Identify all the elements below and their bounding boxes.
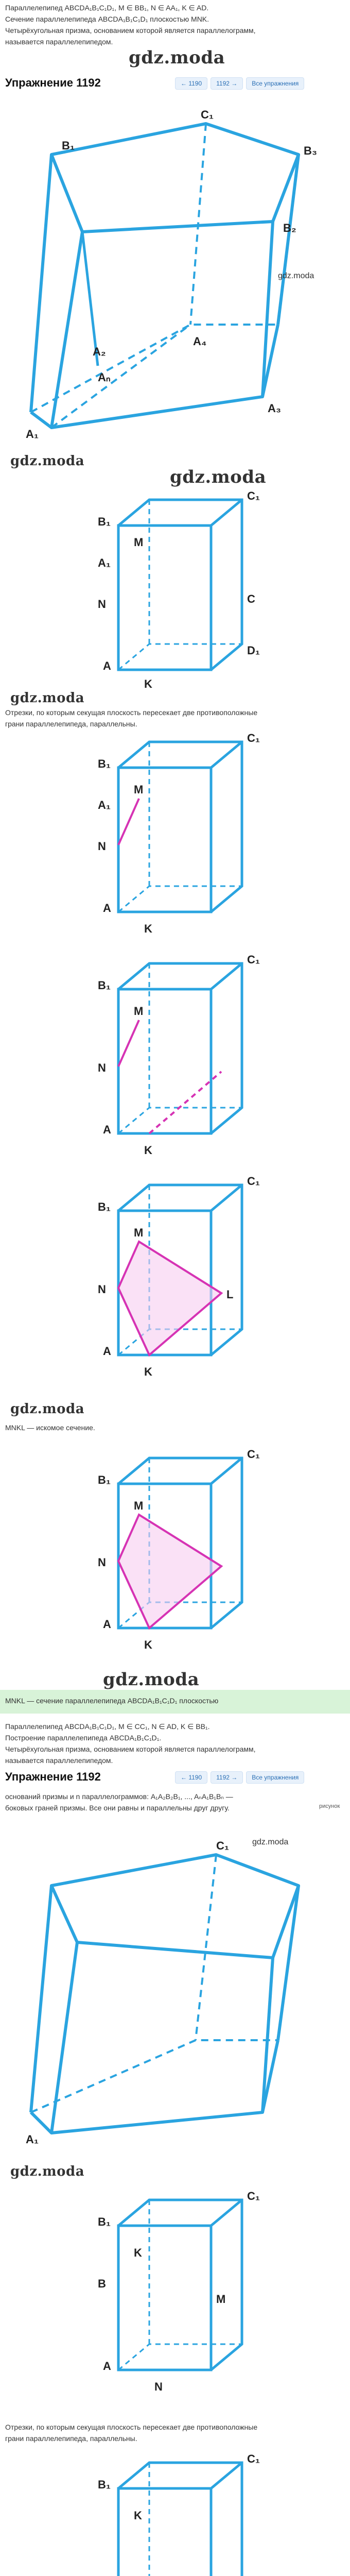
second-line: называется параллелепипедом. bbox=[5, 1756, 113, 1765]
cube5-label-n: N bbox=[98, 1556, 106, 1569]
cube2-label-c1: C₁ bbox=[247, 732, 260, 744]
fig2-brand: gdz.moda bbox=[252, 1838, 289, 1846]
cube4-label-n: N bbox=[98, 1283, 106, 1296]
cube6-label-b: B bbox=[98, 2277, 106, 2290]
cube1-label-c1: C₁ bbox=[247, 489, 260, 502]
all-exercises-button[interactable]: Все упражнения bbox=[246, 77, 304, 90]
fig2-label-a1: A₁ bbox=[26, 2133, 39, 2146]
cube6-label-k: K bbox=[134, 2246, 142, 2259]
watermark: gdz.moda bbox=[10, 453, 85, 469]
cube-figure-6 bbox=[93, 2184, 278, 2401]
cube-figure-3 bbox=[93, 948, 278, 1164]
cube4-label-k: K bbox=[144, 1365, 152, 1378]
cube5-label-b1: B₁ bbox=[98, 1473, 111, 1486]
cube-figure-4 bbox=[93, 1170, 278, 1396]
label-a1: A₁ bbox=[26, 428, 39, 440]
watermark: gdz.moda bbox=[103, 1669, 200, 1690]
all-exercises-button[interactable]: Все упражнения bbox=[246, 1771, 304, 1784]
cube6-label-b1: B₁ bbox=[98, 2215, 111, 2228]
cube2-label-a: A bbox=[103, 902, 111, 914]
watermark: gdz.moda bbox=[10, 2164, 85, 2179]
label-a2: A₂ bbox=[93, 345, 106, 358]
cube1-label-d1: D₁ bbox=[247, 644, 260, 657]
prev-exercise-button[interactable]: ← 1190 bbox=[175, 1771, 207, 1784]
cube1-label-a: A bbox=[103, 659, 111, 672]
cube5-label-c1: C₁ bbox=[247, 1448, 260, 1461]
cube1-label-m: M bbox=[134, 536, 144, 549]
prism-top-face bbox=[51, 124, 299, 232]
cube4-label-l: L bbox=[226, 1288, 234, 1301]
cube6-label-a: A bbox=[103, 2360, 111, 2372]
exercise-title: Упражнение 1192 bbox=[5, 76, 101, 89]
second-line: Построение параллелепипеда ABCDA₁B₁C₁D₁. bbox=[5, 1734, 162, 1742]
cube4-label-c1: C₁ bbox=[247, 1175, 260, 1188]
next-exercise-button[interactable]: 1192 → bbox=[211, 1771, 243, 1784]
prism-def-line: оснований призмы и n параллелограммов: A₁A₂B₂B₁, ..., AₙA₁B₁Bₙ — bbox=[5, 1792, 233, 1801]
second-intro bbox=[5, 1721, 335, 1766]
cube1-label-c: C bbox=[247, 592, 255, 605]
label-a4: A₄ bbox=[193, 335, 207, 348]
intro-text bbox=[5, 2, 335, 47]
cube1-label-n: N bbox=[98, 598, 106, 611]
next-exercise-button[interactable]: 1192 → bbox=[211, 77, 243, 90]
label-b3: B₃ bbox=[304, 144, 318, 157]
cube2-label-k: K bbox=[144, 922, 152, 935]
cut-rule-line: грани параллелепипеда, параллельны. bbox=[5, 720, 137, 728]
cube7-label-c1: C₁ bbox=[247, 2452, 260, 2465]
cube2-label-n: N bbox=[98, 840, 106, 853]
cube6-label-c1: C₁ bbox=[247, 2190, 260, 2202]
cube5-label-k: K bbox=[144, 1638, 152, 1651]
prism-def bbox=[5, 1791, 335, 1814]
cube4-label-m: M bbox=[134, 1226, 144, 1239]
section-mnkl bbox=[118, 1242, 221, 1355]
label-a3: A₃ bbox=[268, 402, 282, 415]
watermark: gdz.moda bbox=[129, 47, 225, 68]
cube5-label-a: A bbox=[103, 1618, 111, 1631]
prism-def-line: боковых граней призмы. Все они равны и параллельны друг другу. bbox=[5, 1804, 230, 1812]
answer-green-1 bbox=[5, 1695, 335, 1706]
cube2-label-m: M bbox=[134, 783, 144, 796]
cut-rule-line: Отрезки, по которым секущая плоскость пересекает две противоположные bbox=[5, 708, 258, 717]
answer-green-line: MNKL — сечение параллелепипеда ABCDA₁B₁C₁D₁ плоскостью bbox=[5, 1697, 219, 1705]
cube1-label-a1: A₁ bbox=[98, 556, 111, 569]
cube7-label-b1: B₁ bbox=[98, 2478, 111, 2491]
answer-text-1 bbox=[5, 1422, 335, 1433]
cube3-label-m: M bbox=[134, 1005, 144, 1018]
cut-rule-line: Отрезки, по которым секущая плоскость пересекает две противоположные bbox=[5, 2423, 258, 2431]
intro-line-4: называется параллелепипедом. bbox=[5, 38, 113, 46]
exercise-nav-2 bbox=[175, 1771, 304, 1784]
figure-note: рисунок bbox=[319, 1803, 340, 1809]
cube7-label-k: K bbox=[134, 2509, 142, 2522]
cube1-label-k: K bbox=[144, 677, 152, 690]
cube-figure-5 bbox=[93, 1443, 278, 1664]
intro-line-2: Сечение параллелепипеда ABCDA₁B₁C₁D₁ плоскостью MNK. bbox=[5, 15, 209, 23]
cube4-label-b1: B₁ bbox=[98, 1200, 111, 1213]
prev-exercise-button[interactable]: ← 1190 bbox=[175, 77, 207, 90]
fig1-brand: gdz.moda bbox=[278, 272, 314, 280]
intro-line-1: Параллелепипед ABCDA₁B₁C₁D₁, M ∈ BB₁, N ∈ AA₁, K ∈ AD. bbox=[5, 4, 209, 12]
cube6-label-n: N bbox=[154, 2380, 163, 2393]
cube3-label-k: K bbox=[144, 1144, 152, 1157]
cube5-label-m: M bbox=[134, 1499, 144, 1512]
cube-figure-7 bbox=[93, 2447, 278, 2576]
exercise-title-2: Упражнение 1192 bbox=[5, 1770, 101, 1783]
prism-figure-1 bbox=[21, 98, 329, 448]
watermark: gdz.moda bbox=[170, 467, 267, 487]
fig2-label-b4: C₁ bbox=[216, 1839, 229, 1852]
label-c1: C₁ bbox=[201, 108, 214, 121]
cube2-label-b1: B₁ bbox=[98, 757, 111, 770]
prism-figure-2 bbox=[21, 1824, 329, 2159]
second-line: Четырёхугольная призма, основанием которой является параллелограмм, bbox=[5, 1745, 256, 1753]
second-line: Параллелепипед ABCDA₁B₁C₁D₁, M ∈ CC₁, N ∈ AD, K ∈ BB₁. bbox=[5, 1722, 210, 1731]
cube-figure-1 bbox=[93, 484, 278, 690]
label-b1: B₁ bbox=[62, 139, 75, 152]
label-b2: B₂ bbox=[283, 222, 296, 234]
cube6-label-m: M bbox=[216, 2293, 226, 2306]
answer-line: MNKL — искомое сечение. bbox=[5, 1423, 95, 1432]
cube3-label-n: N bbox=[98, 1061, 106, 1074]
cut-rule-line: грани параллелепипеда, параллельны. bbox=[5, 2434, 137, 2443]
watermark: gdz.moda bbox=[10, 1401, 85, 1417]
cube4-label-a: A bbox=[103, 1345, 111, 1358]
cube3-label-b1: B₁ bbox=[98, 979, 111, 992]
cube-figure-2 bbox=[93, 726, 278, 943]
cube2-label-a1: A₁ bbox=[98, 799, 111, 811]
cube1-label-b1: B₁ bbox=[98, 515, 111, 528]
exercise-nav bbox=[175, 77, 304, 90]
cut-rule-text-2 bbox=[5, 2421, 335, 2444]
intro-line-3: Четырёхугольная призма, основанием которой является параллелограмм, bbox=[5, 26, 256, 35]
cube3-label-a: A bbox=[103, 1123, 111, 1136]
label-an: Aₙ bbox=[98, 371, 111, 384]
watermark: gdz.moda bbox=[10, 690, 85, 706]
cube3-label-c1: C₁ bbox=[247, 953, 260, 966]
